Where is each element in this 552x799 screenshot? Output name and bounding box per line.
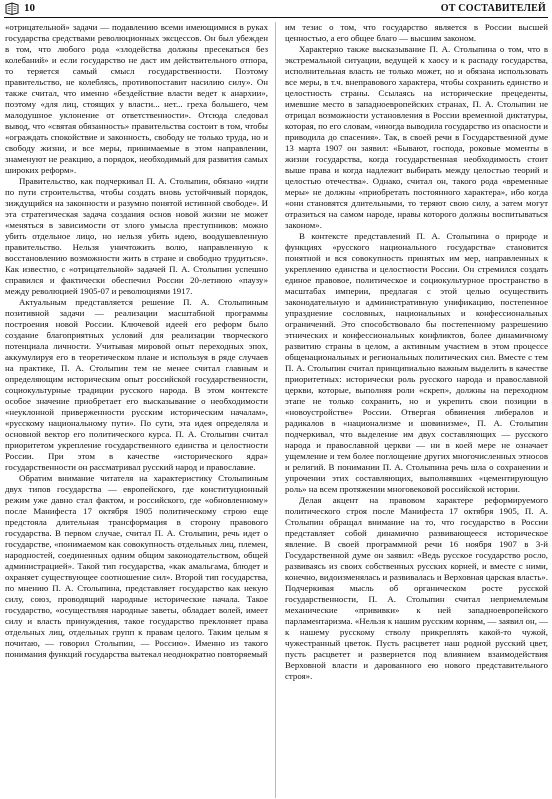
paragraph: Актуальным представляется решение П. А. Столыпиным позитивной задачи — реализации масштабной программы построения новой России. Ключевой идеей его реформ было создание благоприятных условий для реализации творческого потенциала личности. Учитывая мировой опыт переходных эпох, аккумулируя его в теоретическом плане и используя в ряде случаев на практике, П. А. Столыпин тем не менее считал главным и определяющим историческим опыт российской государственности, социокультурные традиции русского народа. В этом контексте особое значение приобретает его высказывание о необходимости «неуклонной приверженности русским историческим началам», «русскому национальному пути». По сути, эта идея определяла и основной вектор его политического курса. П. А. Столыпин считал приоритетом укрепление государственного единства и целостности России. При этом в качестве «исторического ядра» государственности он рассматривал русский народ и православие.	[5, 297, 268, 472]
paragraph: Делая акцент на правовом характере реформируемого политического строя после Манифеста 17 октября 1905, П. А. Столыпин обращал внимание на то, что государство в России представляет собой динамично развивающееся историческое явление. В своей программной речи 16 ноября 1907 в 3-й Государственной думе он заявил: «Ведь русское государство росло, развиваясь из своих собственных русских корней, и вместе с ними, конечно, видоизменялась и развивалась и Верховная царская власть». Подчеркивая мысль об органическом росте русской государственности, П. А. Столыпин считал неприемлемым механические «прививки» к ней западноевропейского парламентаризма. «Нельзя к нашим русским корням, — заявил он, — к нашему русскому стволу прикреплять какой-то чужой, чужестранный цветок. Пусть расцветет наш родной русский цвет, пусть расцветет и развернется под влиянием взаимодействия Верховной власти и дарованного ею нового представительного строя».	[285, 495, 548, 681]
paragraph: Характерно также высказывание П. А. Столыпина о том, что в экстремальной ситуации, ведущей к хаосу и к распаду государства, исполнительная власть не только может, но и обязана использовать все меры, в т.ч. внеправового характера, чтобы сохранить единство и целостность страны. Ссылаясь на исторические прецеденты, имевшие место в западноевропейских странах, П. А. Столыпин не отрицал возможности установления в России временной диктатуры, которая, по его словам, «иногда выводила государство из опасности и приводила до спасения». Так, в своей речи в Государственной думе 13 марта 1907 он заявил: «Бывают, господа, роковые моменты в жизни государства, когда государственная необходимость стоит выше права и когда надлежит выбирать между целостью теорий и целостью отечества». Однако, считал он, такого рода «временные меры» не должны «приобретать постоянного характера», ибо когда «они становятся длительными, то теряют свою силу, а затем могут отразиться на самом народе, нравы которого должны воспитываться законом».	[285, 44, 548, 230]
page-number: 10	[24, 2, 35, 14]
paragraph: Обратим внимание читателя на характеристику Столыпиным двух типов государства — европейского, где конституционный режим уже давно стал фактом, и российского, где «обновленному» после Манифеста 17 октября 1905 политическому строю еще предстояла длительная трансформация в сторону правового государства. В первом случае, считал П. А. Столыпин, речь идет о государстве, «понимаемом как совокупность отдельных лиц, племен, народностей, соединенных одним общим законодательством, общей администрацией». Такой тип государства, «как амальгама, блюдет и охраняет существующее соотношение сил». Второй тип государства, по мнению П. А. Столыпина, представляет государство как некую силу, союз, проводящий народные исторические начала. Такое государство, «осуществляя народные заветы, обладает волей, имеет силу и власть принуждения, такое государство преклоняет права отдельных лиц, отдельных групп к правам целого. Таким целым я почитаю, — говорил Столыпин, — Россию». Именно из такого понимания функций государства вытекал неоднократно повторяемый	[5, 473, 268, 659]
left-column	[5, 22, 268, 798]
paragraph: В контексте представлений П. А. Столыпина о природе и функциях «русского национального государства» становится понятной и вся совокупность принятых им мер, направленных к укреплению единства и целостности России. Он стремился создать единое правовое, политическое и социокультурное пространство в масштабах империи, предлагая с этой целью осуществить законодательную и административную унификацию, постепенное упразднение сословных, национальных и конфессиональных ограничений. Это способствовало бы постепенному разрешению этнических и конфессиональных конфликтов, более динамичному развитию страны в целом, а активным участием в этом процессе общенациональных и региональных политических сил. Вместе с тем П. А. Столыпин считал принципиально важным выделить в качестве приоритетных: исторически роль русского народа и православной церкви, которые, выполняя роли «скреп», должны на переходном этапе не только сохранить, но и укрепить свои позиции в «новоустройстве» России. Отвергая обвинения либералов и радикалов в «национализме и шовинизме», П. А. Столыпин подчеркивал, что выделение им двух составляющих — русского народа и православной церкви — ни в коей мере не означает ущемление и тем более поглощение других многочисленных этносов и религий. В понимании П. А. Столыпина речь шла о сохранении и упрочении этих составляющих, выполнявших «цементирующую роль» на всем протяжении многовековой российской истории.	[285, 231, 548, 494]
paragraph: Правительство, как подчеркивал П. А. Столыпин, обязано «идти по пути строительства, чтобы создать вновь устойчивый порядок, зиждущийся на законности и разумно понятой истинной свободе». И эта стратегическая задача создания основ новой жизни не может «меняться в зависимости от злого умысла преступников: можно убить отдельное лицо, но нельзя убить идею, воодушевленную правительство. Нельзя уничтожить волю, направленную к восстановлению возможности жить в стране и свободно трудиться». Как известно, с «отрицательной» задачей П. А. Столыпин успешно справился и фактически обеспечил России 20-летнюю «паузу» между революцией 1905-07 и революциями 1917.	[5, 176, 268, 296]
right-column	[285, 22, 548, 798]
column-divider	[275, 22, 276, 798]
running-title: ОТ СОСТАВИТЕЛЕЙ	[440, 3, 546, 14]
paragraph: им тезис о том, что государство является в России высшей ценностью, а его общее благо — высшим законом.	[285, 22, 548, 43]
header-rule	[4, 17, 548, 18]
paragraph: «отрицательной» задачи — подавлению всеми имеющимися в руках государства средствами революционных эксцессов. Он был убежден в том, что любого рода «злодейства должны пресекаться без колебаний» и если государство не даст им действительного отпора, то теряется самый смысл государственности. Поэтому правительство, не колеблясь, противопоставит насилию силу». Он также считал, что именно «бездействие власти ведет к анархии», поэтому «для лиц, стоящих у власти... нет... греха большего, чем малодушное уклонение от ответственности». Отсюда следовал вывод, что «святая обязанность» правительства состоит в том, чтобы «ограждать спокойствие и законность, свободу не только труда, но и свободу жизни, и все меры, принимаемые в этом направлении, знаменуют не реакцию, а порядок, необходимый для развития самых широких реформ».	[5, 22, 268, 175]
running-header	[0, 0, 552, 18]
book-ornament-icon	[5, 2, 19, 15]
